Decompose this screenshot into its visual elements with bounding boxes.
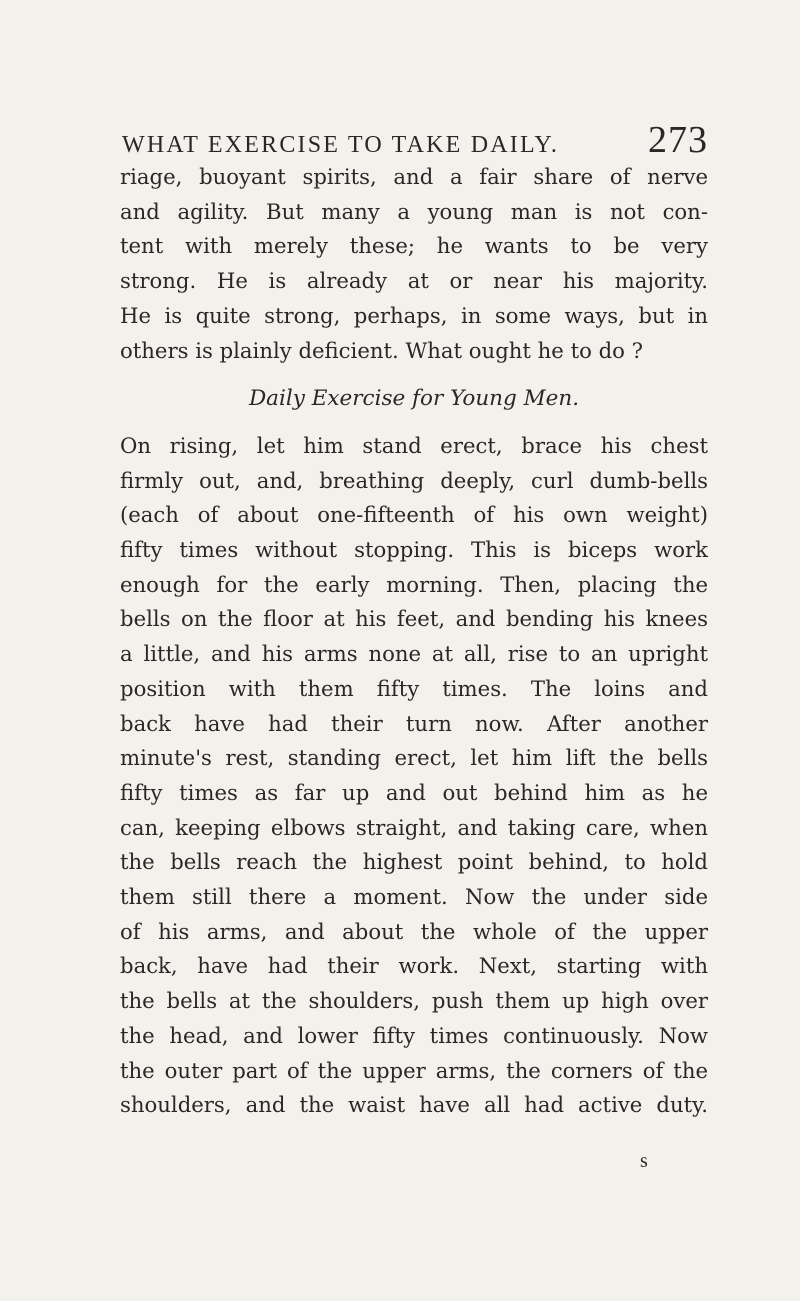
text-line: tent with merely these; he wants to be very [120,233,708,259]
text-line: back have had their turn now. After another [120,710,708,736]
signature-mark: s [640,1150,648,1172]
text-line: back, have had their work. Next, starting with [120,953,708,979]
body-text [120,160,708,1123]
text-line: of his arms, and about the whole of the upper [120,918,708,944]
text-line: them still there a moment. Now the under side [120,884,708,910]
text-line: and agility. But many a young man is not con- [120,198,708,224]
running-title: WHAT EXERCISE TO TAKE DAILY. [122,132,560,158]
section-heading: Daily Exercise for Young Men. [248,386,580,412]
text-line: minute's rest, standing erect, let him lift the bells [120,745,708,771]
text-line: enough for the early morning. Then, placing the [120,571,708,597]
text-line: shoulders, and the waist have all had active duty. [120,1092,708,1118]
text-line: the bells reach the highest point behind, to hold [120,849,708,875]
text-line: (each of about one-fifteenth of his own weight) [120,502,708,528]
page-number: 273 [648,119,708,161]
text-line: the head, and lower fifty times continuously. Now [120,1022,708,1048]
text-line: bells on the floor at his feet, and bending his knees [120,606,708,632]
running-head [120,118,708,162]
text-line: others is plainly deficient. What ought he to do ? [120,337,643,363]
text-line: a little, and his arms none at all, rise to an upright [120,641,708,667]
text-line: fifty times without stopping. This is biceps work [120,537,708,563]
text-line: fifty times as far up and out behind him as he [120,779,708,805]
text-line: can, keeping elbows straight, and taking care, when [120,814,708,840]
text-line: the bells at the shoulders, push them up high over [120,988,708,1014]
paragraph-exercise [120,429,708,1123]
text-line: position with them fifty times. The loins and [120,675,708,701]
text-line: firmly out, and, breathing deeply, curl dumb-bells [120,467,708,493]
text-line: strong. He is already at or near his majority. [120,268,708,294]
text-line: He is quite strong, perhaps, in some ways, but in [120,302,708,328]
text-line: riage, buoyant spirits, and a fair share of nerve [120,164,708,189]
paragraph-continuation [120,160,708,368]
text-line: On rising, let him stand erect, brace his chest [120,432,708,458]
text-line: the outer part of the upper arms, the corners of the [120,1057,708,1083]
